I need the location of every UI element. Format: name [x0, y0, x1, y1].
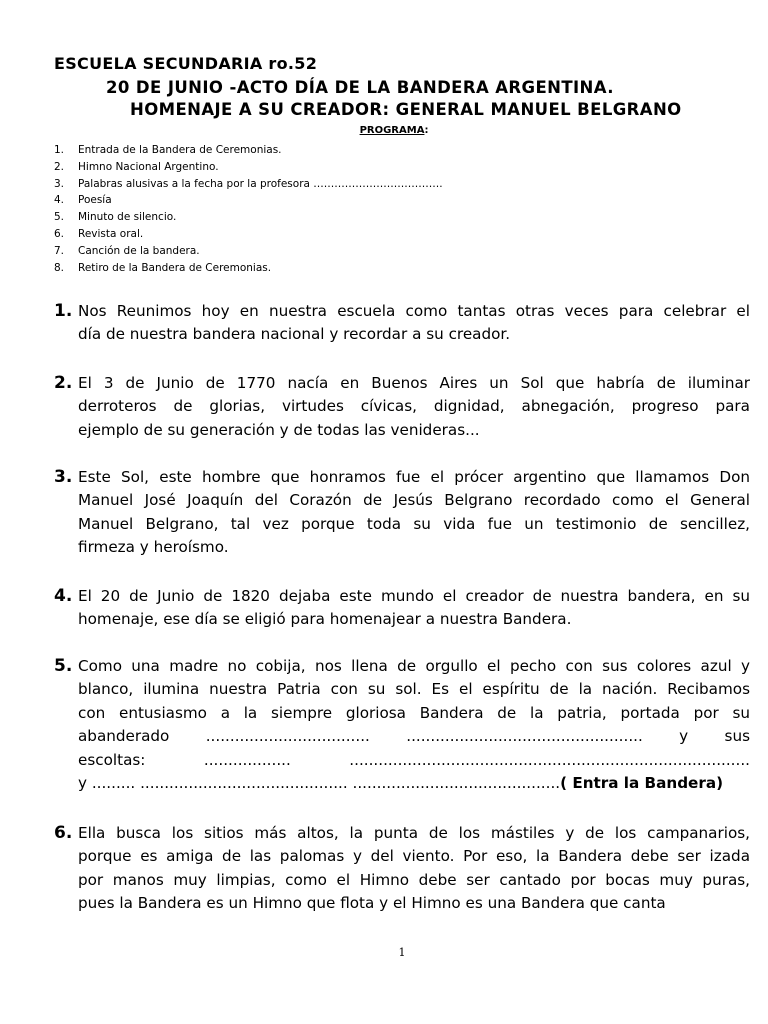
- paragraph-number: 1.: [54, 301, 73, 321]
- paragraph-line: Ella busca los sitios más altos, la punta de los mástiles y de los campanarios,: [78, 824, 750, 842]
- program-item-number: 2.: [54, 160, 65, 173]
- paragraph-5: [54, 655, 750, 795]
- paragraph-line: Manuel Belgrano, tal vez porque toda su vida fue un testimonio de sencillez,: [78, 514, 750, 533]
- program-list: [54, 142, 443, 276]
- program-item-text: Palabras alusivas a la fecha por la profesora ……………………………….: [78, 177, 443, 190]
- paragraph-number: 3.: [54, 467, 73, 487]
- paragraph-line: blanco, ilumina nuestra Patria con su sol. Es el espíritu de la nación. Recibamos: [78, 680, 750, 699]
- paragraph-line: Nos Reunimos hoy en nuestra escuela como tantas otras veces para celebrar el: [78, 302, 750, 320]
- program-item: [54, 226, 443, 243]
- paragraph-number: 6.: [54, 823, 73, 843]
- program-heading-colon: :: [424, 125, 429, 136]
- program-item: [54, 159, 443, 176]
- program-item-text: Retiro de la Bandera de Ceremonias.: [78, 261, 272, 274]
- paragraph-line: homenaje, ese día se eligió para homenajear a nuestra Bandera.: [78, 610, 572, 629]
- program-heading-label: PROGRAMA: [359, 125, 425, 136]
- program-item: [54, 243, 443, 260]
- paragraph-line: ejemplo de su generación y de todas las venideras...: [78, 420, 480, 439]
- paragraph-line: derroteros de glorias, virtudes cívicas, dignidad, abnegación, progreso para: [78, 397, 750, 416]
- program-item-text: Canción de la bandera.: [78, 244, 200, 257]
- program-item: [54, 142, 443, 159]
- program-item-number: 1.: [54, 144, 65, 156]
- paragraph-line: por manos muy limpias, como el Himno debe ser cantado por bocas muy puras,: [78, 870, 750, 889]
- program-item: [54, 260, 443, 277]
- paragraph-number: 4.: [54, 586, 73, 606]
- paragraph-4: [54, 585, 750, 632]
- paragraph-line-text: y ......... ........................................... ...........................................: [78, 774, 561, 793]
- paragraph-line: Como una madre no cobija, nos llena de orgullo el pecho con sus colores azul y: [78, 657, 750, 675]
- school-name: ESCUELA SECUNDARIA ro.52: [54, 54, 318, 73]
- paragraph-line: pues la Bandera es un Himno que flota y el Himno es una Bandera que canta: [78, 894, 666, 913]
- paragraph-1: [54, 300, 750, 347]
- program-item-number: 7.: [54, 244, 65, 257]
- program-item-text: Himno Nacional Argentino.: [78, 160, 219, 173]
- paragraph-line: porque es amiga de las palomas y del viento. Por eso, la Bandera debe ser izada: [78, 847, 750, 866]
- paragraph-line: El 3 de Junio de 1770 nacía en Buenos Aires un Sol que habría de iluminar: [78, 374, 750, 392]
- stage-cue: ( Entra la Bandera): [560, 774, 724, 793]
- paragraph-line: día de nuestra bandera nacional y recordar a su creador.: [78, 325, 511, 344]
- program-item-number: 5.: [54, 211, 65, 224]
- program-item-number: 8.: [54, 261, 65, 274]
- program-item-number: 4.: [54, 194, 65, 207]
- program-item: [54, 209, 443, 226]
- program-item-text: Minuto de silencio.: [78, 211, 177, 224]
- paragraph-number: 5.: [54, 656, 73, 676]
- program-item-text: Entrada de la Bandera de Ceremonias.: [78, 144, 282, 156]
- program-item: [54, 176, 443, 193]
- paragraph-line: Este Sol, este hombre que honramos fue el prócer argentino que llamamos Don: [78, 468, 750, 486]
- paragraph-number: 2.: [54, 373, 73, 393]
- event-title: 20 DE JUNIO -ACTO DÍA DE LA BANDERA ARGENTINA.: [106, 78, 614, 97]
- paragraph-line: con entusiasmo a la siempre gloriosa Bandera de la patria, portada por su: [78, 703, 750, 722]
- program-item-text: Poesía: [78, 194, 112, 207]
- program-heading: [0, 125, 768, 136]
- program-item-text: Revista oral.: [78, 227, 144, 240]
- paragraph-6: [54, 822, 750, 916]
- page-number: 1: [398, 946, 406, 959]
- paragraph-3: [54, 466, 750, 560]
- paragraph-line: Manuel José Joaquín del Corazón de Jesús Belgrano recordado como el General: [78, 491, 750, 510]
- program-item: [54, 192, 443, 209]
- event-subtitle: HOMENAJE A SU CREADOR: GENERAL MANUEL BELGRANO: [130, 100, 682, 119]
- paragraph-line: firmeza y heroísmo.: [78, 538, 229, 557]
- paragraph-line-with-cue: [78, 772, 750, 795]
- program-item-number: 6.: [54, 227, 65, 240]
- paragraph-line: escoltas: .................. ...................................................................................: [78, 750, 750, 769]
- paragraph-line: abanderado .................................. ................................................. y sus: [78, 727, 750, 746]
- paragraph-line: El 20 de Junio de 1820 dejaba este mundo el creador de nuestra bandera, en su: [78, 587, 750, 605]
- paragraph-2: [54, 372, 750, 442]
- program-item-number: 3.: [54, 177, 65, 190]
